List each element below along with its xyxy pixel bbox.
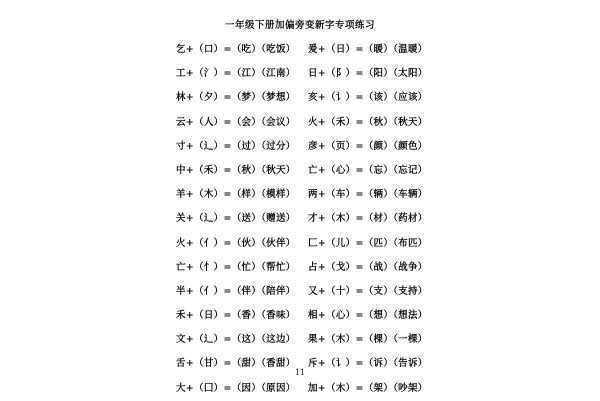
exercise-row: 羊+（木）=（样）（模样） <box>176 189 296 201</box>
exercise-row: 亡+（心）=（忘）（忘记） <box>308 164 428 176</box>
exercise-row: 才+（木）=（材）（药材） <box>308 213 428 225</box>
exercise-row: 爰+（日）=（暖）（温暖） <box>308 44 428 55</box>
exercise-row: 舌+（甘）=（甜）（香甜） <box>176 358 296 370</box>
exercise-row: 果+（木）=（棵）（一棵） <box>308 334 428 346</box>
page-number: 11 <box>294 368 306 377</box>
exercise-row: 云+（人）=（会）（会议） <box>176 116 296 128</box>
right-exercise-column <box>308 38 428 401</box>
exercise-row: 日+（阝）=（阳）（太阳） <box>308 68 428 80</box>
exercise-row: 亡+（忄）=（忙）（帮忙） <box>176 261 296 273</box>
exercise-row: 加+（木）=（架）（吵架） <box>308 382 428 394</box>
left-exercise-column <box>176 38 296 401</box>
exercise-row: 中+（禾）=（秋）（秋天） <box>176 164 296 176</box>
exercise-row: 两+（车）=（辆）（车辆） <box>308 189 428 201</box>
exercise-row: 匚+（儿）=（匹）（布匹） <box>308 237 428 249</box>
exercise-row: 半+（亻）=（伴）（陪伴） <box>176 285 296 297</box>
exercise-row: 林+（夕）=（梦）（梦想） <box>176 92 296 104</box>
exercise-row: 寸+（辶）=（过）（过分） <box>176 140 296 152</box>
exercise-row: 火+（亻）=（伙）（伙伴） <box>176 237 296 249</box>
exercise-row: 乞+（口）=（吃）（吃饭） <box>176 44 296 55</box>
exercise-row: 亥+（讠）=（该）（应该） <box>308 92 428 104</box>
exercise-row: 文+（辶）=（这）（这边） <box>176 334 296 346</box>
exercise-row: 占+（戈）=（战）（战争） <box>308 261 428 273</box>
exercise-row: 斥+（讠）=（诉）（告诉） <box>308 358 428 370</box>
exercise-row: 火+（禾）=（秋）（秋天） <box>308 116 428 128</box>
exercise-row: 关+（辶）=（送）（赠送） <box>176 213 296 225</box>
page-title: 一年级下册加偏旁变新字专项练习 <box>224 20 375 31</box>
exercise-row: 禾+（日）=（香）（香味） <box>176 310 296 322</box>
exercise-row: 又+（十）=（支）（支持） <box>308 285 428 297</box>
exercise-row: 工+（氵）=（江）（江南） <box>176 68 296 80</box>
exercise-row: 相+（心）=（想）（想法） <box>308 310 428 322</box>
exercise-row: 彦+（页）=（颜）（颜色） <box>308 140 428 152</box>
exercise-row: 大+（囗）=（因）（原因） <box>176 382 296 394</box>
